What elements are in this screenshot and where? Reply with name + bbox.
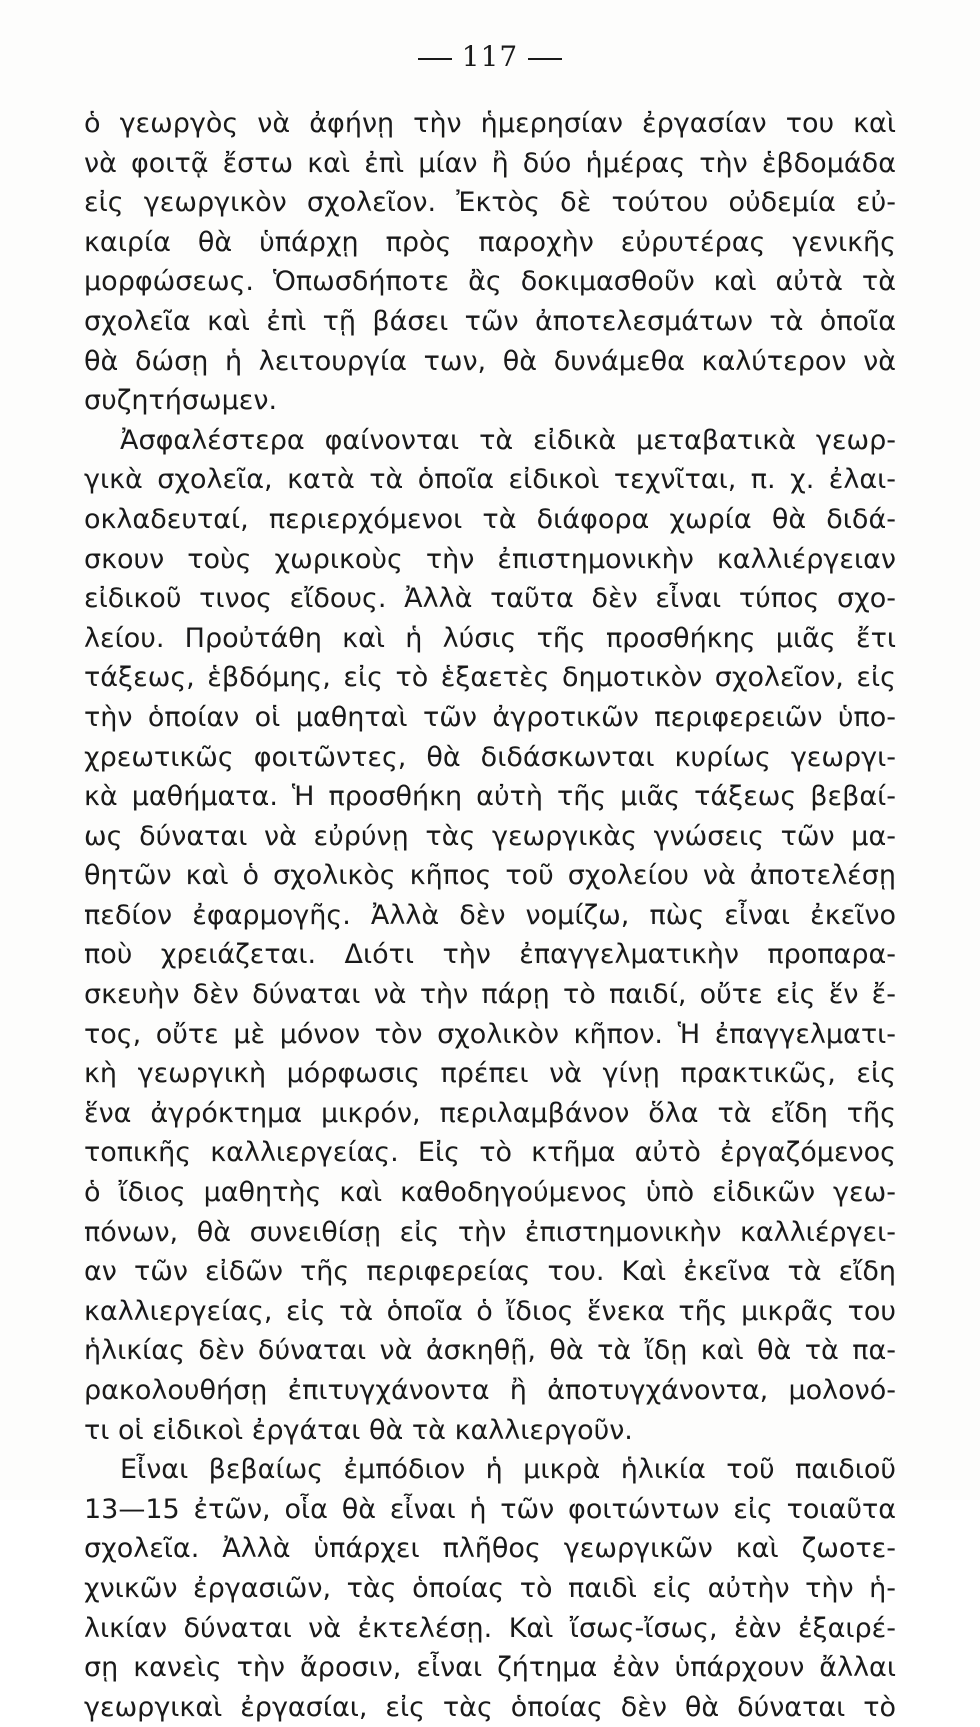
text-line: τάξεως, ἑβδόμης, εἰς τὸ ἑξαετὲς δημοτικὸν σχολεῖον, εἰς (84, 662, 896, 694)
text-line: θὰ δώσῃ ἡ λειτουργία των, θὰ δυνάμεθα καλύτερον νὰ (84, 345, 896, 377)
text-line: συζητήσωμεν. (84, 385, 278, 417)
text-line: θητῶν καὶ ὁ σχολικὸς κῆπος τοῦ σχολείου νὰ ἀποτελέσῃ (84, 860, 896, 892)
text-line: καιρία θὰ ὑπάρχῃ πρὸς παροχὴν εὐρυτέρας γενικῆς (84, 226, 896, 258)
text-line: νὰ φοιτᾷ ἔστω καὶ ἐπὶ μίαν ἢ δύο ἡμέρας τὴν ἑβδομάδα (84, 147, 896, 179)
text-line: εἰδικοῦ τινος εἴδους. Ἀλλὰ ταῦτα δὲν εἶναι τύπος σχο- (84, 583, 896, 615)
text-line: μορφώσεως. Ὁπωσδήποτε ἂς δοκιμασθοῦν καὶ αὐτὰ τὰ (84, 266, 896, 298)
text-line: ως δύναται νὰ εὐρύνῃ τὰς γεωργικὰς γνώσεις τῶν μα- (84, 820, 896, 852)
text-line: αν τῶν εἰδῶν τῆς περιφερείας του. Καὶ ἐκεῖνα τὰ εἴδη (84, 1256, 896, 1288)
text-line: κὴ γεωργικὴ μόρφωσις πρέπει νὰ γίνῃ πρακτικῶς, εἰς (84, 1058, 896, 1090)
text-line: Εἶναι βεβαίως ἐμπόδιον ἡ μικρὰ ἡλικία τοῦ παιδιοῦ (120, 1454, 896, 1486)
text-line: ὁ γεωργὸς νὰ ἀφήνῃ τὴν ἡμερησίαν ἐργασίαν του καὶ (84, 108, 896, 139)
text-line: οκλαδευταί, περιερχόμενοι τὰ διάφορα χωρία θὰ διδά- (84, 503, 896, 535)
text-line: κὰ μαθήματα. Ἡ προσθήκη αὐτὴ τῆς μιᾶς τάξεως βεβαί- (84, 781, 896, 813)
text-line: ἡλικίας δὲν δύναται νὰ ἀσκηθῇ, θὰ τὰ ἴδῃ καὶ θὰ τὰ πα- (84, 1335, 896, 1367)
text-line: καλλιεργείας, εἰς τὰ ὁποῖα ὁ ἴδιος ἕνεκα τῆς μικρᾶς του (84, 1295, 896, 1327)
text-line: Ἀσφαλέστερα φαίνονται τὰ εἰδικὰ μεταβατικὰ γεωρ- (120, 424, 896, 456)
page-number (0, 40, 980, 73)
text-line: χρεωτικῶς φοιτῶντες, θὰ διδάσκωνται κυρίως γεωργι- (84, 741, 896, 773)
text-line: τι οἱ εἰδικοὶ ἐργάται θὰ τὰ καλλιεργοῦν. (84, 1414, 633, 1446)
text-line: γεωργικαὶ ἐργασίαι, εἰς τὰς ὁποίας δὲν θὰ δύναται τὸ (84, 1691, 896, 1723)
text-line: πεδίον ἐφαρμογῆς. Ἀλλὰ δὲν νομίζω, πὼς εἶναι ἐκεῖνο (84, 899, 896, 931)
text-line: ποὺ χρειάζεται. Διότι τὴν ἐπαγγελματικὴν προπαρα- (84, 939, 896, 971)
text-line: σχολεῖα καὶ ἐπὶ τῇ βάσει τῶν ἀποτελεσμάτων τὰ ὁποῖα (84, 305, 896, 337)
page-number-left-dash (418, 58, 452, 60)
text-line: ὁ ἴδιος μαθητὴς καὶ καθοδηγούμενος ὑπὸ εἰδικῶν γεω- (84, 1177, 896, 1209)
text-line: πόνων, θὰ συνειθίσῃ εἰς τὴν ἐπιστημονικὴν καλλιέργει- (84, 1216, 896, 1248)
text-line: εἰς γεωργικὸν σχολεῖον. Ἐκτὸς δὲ τούτου οὐδεμία εὐ- (84, 187, 896, 219)
text-line: σῃ κανεὶς τὴν ἄροσιν, εἶναι ζήτημα ἐὰν ὑπάρχουν ἄλλαι (84, 1652, 896, 1684)
page-number-right-dash (528, 58, 562, 60)
text-line: λείου. Προὐτάθη καὶ ἡ λύσις τῆς προσθήκης μιᾶς ἔτι (84, 622, 896, 654)
text-line: 13—15 ἐτῶν, οἷα θὰ εἶναι ἡ τῶν φοιτώντων εἰς τοιαῦτα (84, 1493, 896, 1525)
text-line: σκουν τοὺς χωρικοὺς τὴν ἐπιστημονικὴν καλλιέργειαν (84, 543, 896, 575)
text-line: σχολεῖα. Ἀλλὰ ὑπάρχει πλῆθος γεωργικῶν καὶ ζωοτε- (84, 1533, 896, 1565)
text-line: τοπικῆς καλλιεργείας. Εἰς τὸ κτῆμα αὐτὸ ἐργαζόμενος (84, 1137, 896, 1169)
text-line: τος, οὔτε μὲ μόνον τὸν σχολικὸν κῆπον. Ἡ ἐπαγγελματι- (84, 1018, 896, 1050)
text-line: λικίαν δύναται νὰ ἐκτελέσῃ. Καὶ ἴσως-ἴσως, ἐὰν ἐξαιρέ- (84, 1612, 896, 1644)
text-line: ἕνα ἀγρόκτημα μικρόν, περιλαμβάνον ὅλα τὰ εἴδη τῆς (84, 1097, 896, 1129)
text-line: τὴν ὁποίαν οἱ μαθηταὶ τῶν ἀγροτικῶν περιφερειῶν ὑπο- (84, 701, 896, 733)
text-line: ρακολουθήσῃ ἐπιτυγχάνοντα ἢ ἀποτυγχάνοντα, μολονό- (84, 1375, 896, 1406)
text-line: χνικῶν ἐργασιῶν, τὰς ὁποίας τὸ παιδὶ εἰς αὐτὴν τὴν ἡ- (84, 1572, 896, 1604)
body-text (84, 104, 896, 1727)
text-line: γικὰ σχολεῖα, κατὰ τὰ ὁποῖα εἰδικοὶ τεχνῖται, π. χ. ἐλαι- (84, 464, 896, 496)
page-number-value: 117 (461, 40, 519, 73)
text-line: σκευὴν δὲν δύναται νὰ τὴν πάρῃ τὸ παιδί, οὔτε εἰς ἕν ἔ- (84, 979, 896, 1011)
